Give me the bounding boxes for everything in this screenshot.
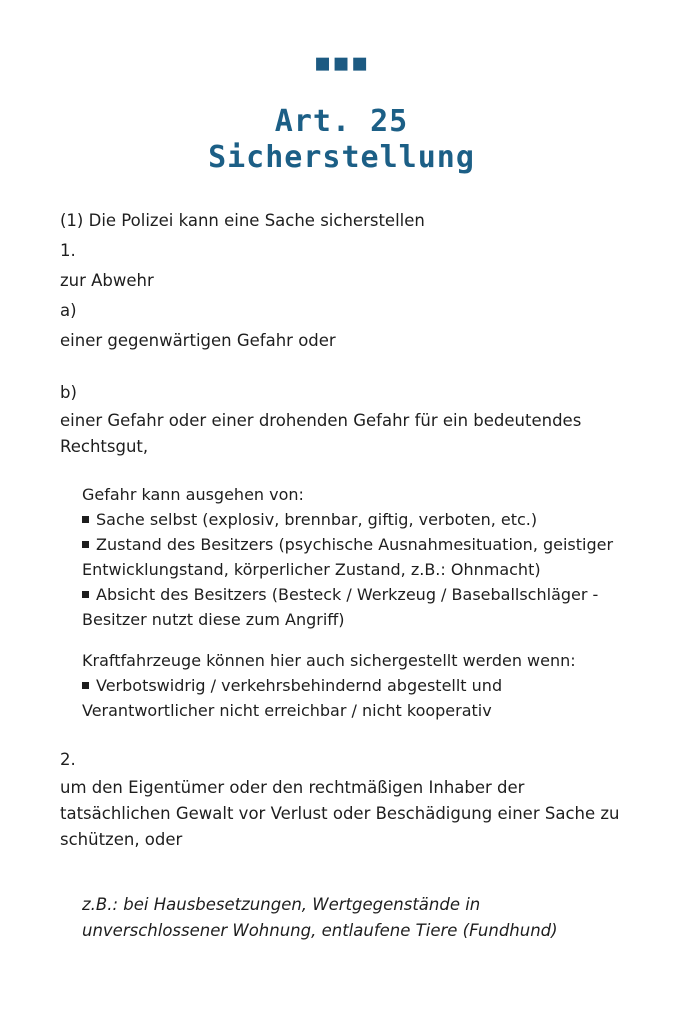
intro-paragraph: (1) Die Polizei kann eine Sache sicherstellen (60, 211, 425, 230)
title-subject: Sicherstellung (208, 140, 475, 175)
list-item-label: Verbotswidrig / verkehrsbehindernd abgestellt und Verantwortlicher nicht erreichbar / nicht kooperativ (82, 676, 503, 720)
spacer (60, 853, 623, 875)
square-bullet-icon (82, 541, 89, 548)
sub-a-text: einer gegenwärtigen Gefahr oder (60, 331, 336, 350)
item-1-text: zur Abwehr (60, 271, 154, 290)
list-item (82, 507, 623, 532)
decorative-dots: ▪▪▪ (313, 48, 370, 78)
sub-a-label: a) (60, 301, 77, 320)
square-bullet-icon (82, 591, 89, 598)
example-note: z.B.: bei Hausbesetzungen, Wertgegenstände in unverschlossener Wohnung, entlaufene Tiere (Fundhund) (82, 894, 558, 940)
sub-b-text: einer Gefahr oder einer drohenden Gefahr für ein bedeutendes Rechtsgut, (60, 411, 582, 456)
item-1-number: 1. (60, 241, 76, 260)
item-2-text: um den Eigentümer oder den rechtmäßigen Inhaber der tatsächlichen Gewalt vor Verlust oder Beschädigung einer Sache zu schützen, oder (60, 778, 620, 849)
list-item-label: Absicht des Besitzers (Besteck / Werkzeug / Baseballschläger - Besitzer nutzt diese zum Angriff) (82, 585, 599, 629)
spacer (82, 632, 623, 648)
document-body (60, 206, 623, 944)
page-title (60, 104, 623, 176)
item-2-number: 2. (60, 750, 76, 769)
list-item-label: Zustand des Besitzers (psychische Ausnahmesituation, geistiger Entwicklungstand, körperlicher Zustand, z.B.: Ohnmacht) (82, 535, 614, 579)
square-bullet-icon (82, 682, 89, 689)
danger-heading: Gefahr kann ausgehen von: (82, 485, 304, 504)
sub-b-label: b) (60, 383, 77, 402)
spacer (60, 460, 623, 482)
list-item (82, 532, 623, 582)
vehicle-heading: Kraftfahrzeuge können hier auch sichergestellt werden wenn: (82, 651, 576, 670)
list-item-label: Sache selbst (explosiv, brennbar, giftig, verboten, etc.) (96, 510, 538, 529)
spacer (60, 723, 623, 745)
list-item (82, 673, 623, 723)
spacer (60, 356, 623, 378)
title-article: Art. 25 (274, 104, 409, 139)
list-item (82, 582, 623, 632)
square-bullet-icon (82, 516, 89, 523)
danger-block (82, 482, 623, 723)
